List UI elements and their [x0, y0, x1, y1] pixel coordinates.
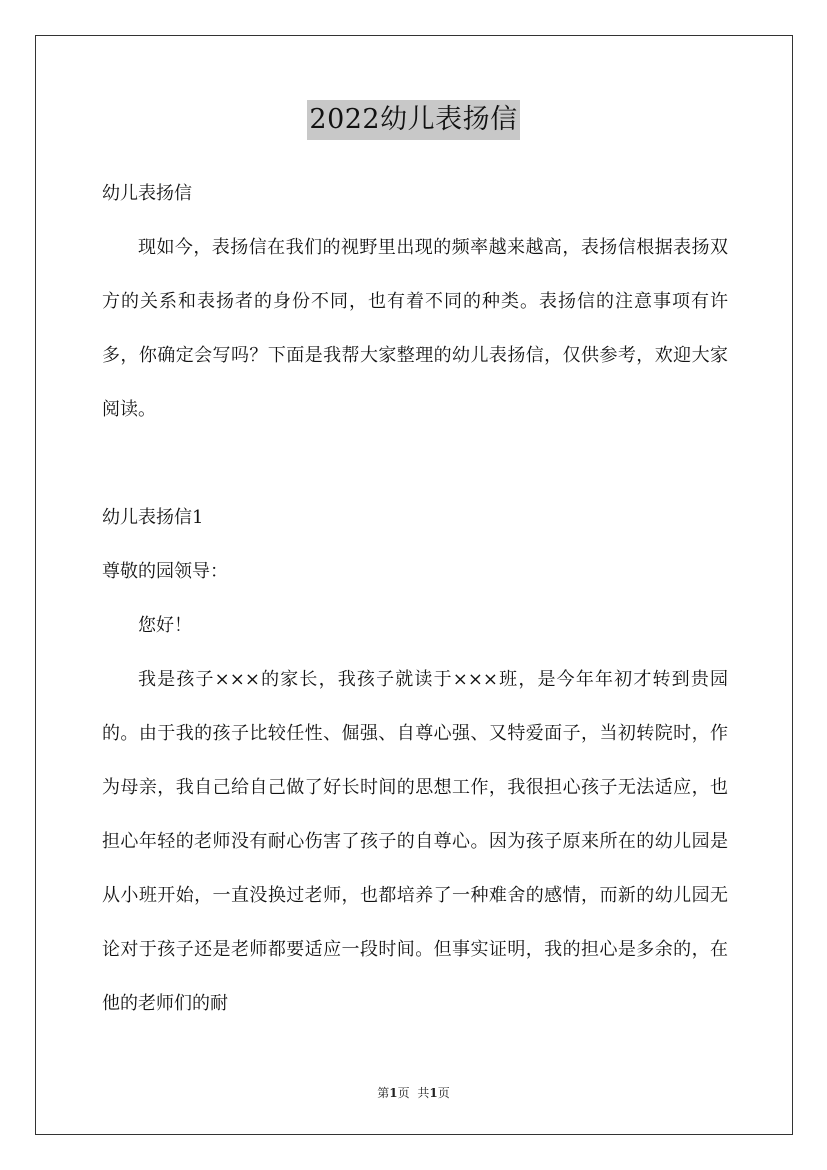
- document-body: [102, 167, 728, 1031]
- footer-page-suffix: 页: [397, 1086, 410, 1100]
- intro-paragraph: 现如今，表扬信在我们的视野里出现的频率越来越高，表扬信根据表扬双方的关系和表扬者的身份不同，也有着不同的种类。表扬信的注意事项有许多，你确定会写吗？下面是我帮大家整理的幼儿表扬信，仅供参考，欢迎大家阅读。: [102, 237, 728, 420]
- letter-heading: 幼儿表扬信1: [102, 507, 204, 528]
- footer-page-prefix: 第: [377, 1086, 390, 1100]
- letter-body-paragraph: 我是孩子×××的家长，我孩子就读于×××班，是今年年初才转到贵园的。由于我的孩子比较任性、倔强、自尊心强、又特爱面子，当初转院时，作为母亲，我自己给自己做了好长时间的思想工作，我很担心孩子无法适应，也担心年轻的老师没有耐心伤害了孩子的自尊心。因为孩子原来所在的幼儿园是从小班开始，一直没换过老师，也都培养了一种难舍的感情，而新的幼儿园无论对于孩子还是老师都要适应一段时间。但事实证明，我的担心是多余的，在他的老师们的耐: [102, 669, 728, 1014]
- footer-page-total: 1: [429, 1086, 438, 1100]
- letter-salutation: 尊敬的园领导：: [102, 561, 228, 582]
- page-footer: [0, 1084, 827, 1101]
- title-wrap: [0, 100, 827, 140]
- paragraph-gap: [102, 437, 728, 491]
- footer-total-suffix: 页: [437, 1086, 450, 1100]
- footer-page-current: 1: [389, 1086, 398, 1100]
- footer-total-prefix: 共: [417, 1086, 430, 1100]
- letter-greeting: 您好！: [138, 615, 192, 636]
- section-heading: 幼儿表扬信: [102, 183, 192, 204]
- document-title: 2022幼儿表扬信: [307, 100, 519, 140]
